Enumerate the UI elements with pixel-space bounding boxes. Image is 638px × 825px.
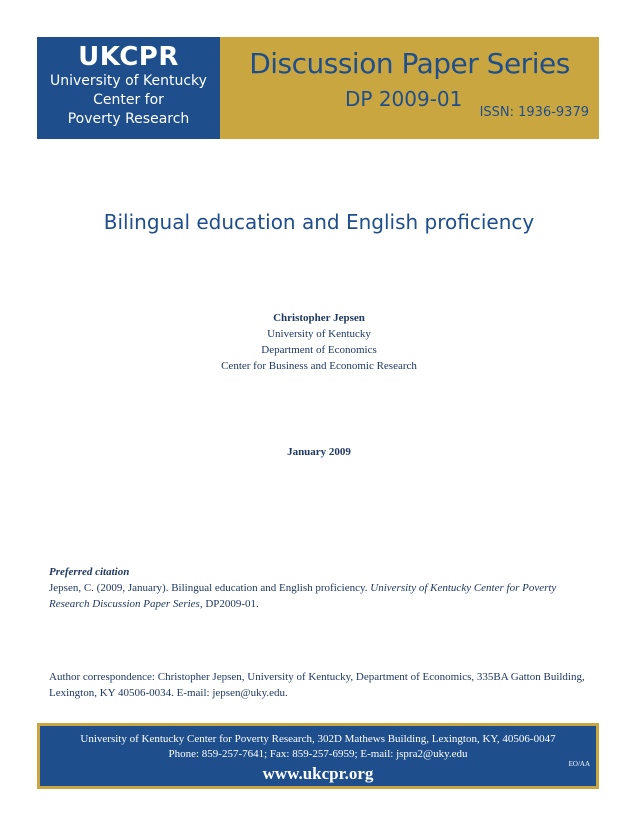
footer-address: University of Kentucky Center for Poverty Research, 302D Mathews Building, Lexington, KY, 40506-0047 <box>80 733 556 745</box>
org-line-1: University of Kentucky <box>50 73 207 89</box>
citation-text <box>49 580 594 612</box>
header-banner <box>37 37 599 139</box>
dp-number: DP 2009-01 <box>345 87 463 111</box>
citation-block <box>49 564 594 612</box>
org-line-3: Poverty Research <box>67 111 190 127</box>
brand-name: UKCPR <box>78 42 179 72</box>
affiliation-center: Center for Business and Economic Research <box>221 360 417 372</box>
affiliation-university: University of Kentucky <box>267 328 371 340</box>
website-link[interactable]: www.ukcpr.org <box>262 764 374 783</box>
issn: ISSN: 1936-9379 <box>479 105 589 120</box>
ukcpr-logo-block <box>37 37 220 139</box>
citation-text-start: Jepsen, C. (2009, January). Bilingual education and English proficiency. <box>49 582 371 594</box>
footer-banner <box>37 723 599 789</box>
paper-date: January 2009 <box>287 446 351 458</box>
org-line-2: Center for <box>93 92 164 108</box>
citation-journal: University of Kentucky Center for Poverty Research Discussion Paper Series <box>49 582 557 610</box>
author-name: Christopher Jepsen <box>273 312 365 324</box>
paper-title: Bilingual education and English proficiency <box>103 210 535 234</box>
series-title: Discussion Paper Series <box>249 47 570 80</box>
author-correspondence: Author correspondence: Christopher Jepsen, University of Kentucky, Department of Economics, 335BA Gatton Building, Lexington, KY 40506-0034. E-mail: jepsen@uky.edu. <box>49 671 585 699</box>
citation-text-end: , DP2009-01. <box>199 598 259 610</box>
series-block <box>220 37 599 139</box>
footer-inner <box>40 726 596 786</box>
citation-label: Preferred citation <box>49 566 130 578</box>
affiliation-department: Department of Economics <box>261 344 377 356</box>
author-block <box>0 310 638 374</box>
footer-contact: Phone: 859-257-7641; Fax: 859-257-6959; E-mail: jspra2@uky.edu <box>168 748 468 760</box>
eo-aa-label: EO/AA <box>568 760 590 768</box>
